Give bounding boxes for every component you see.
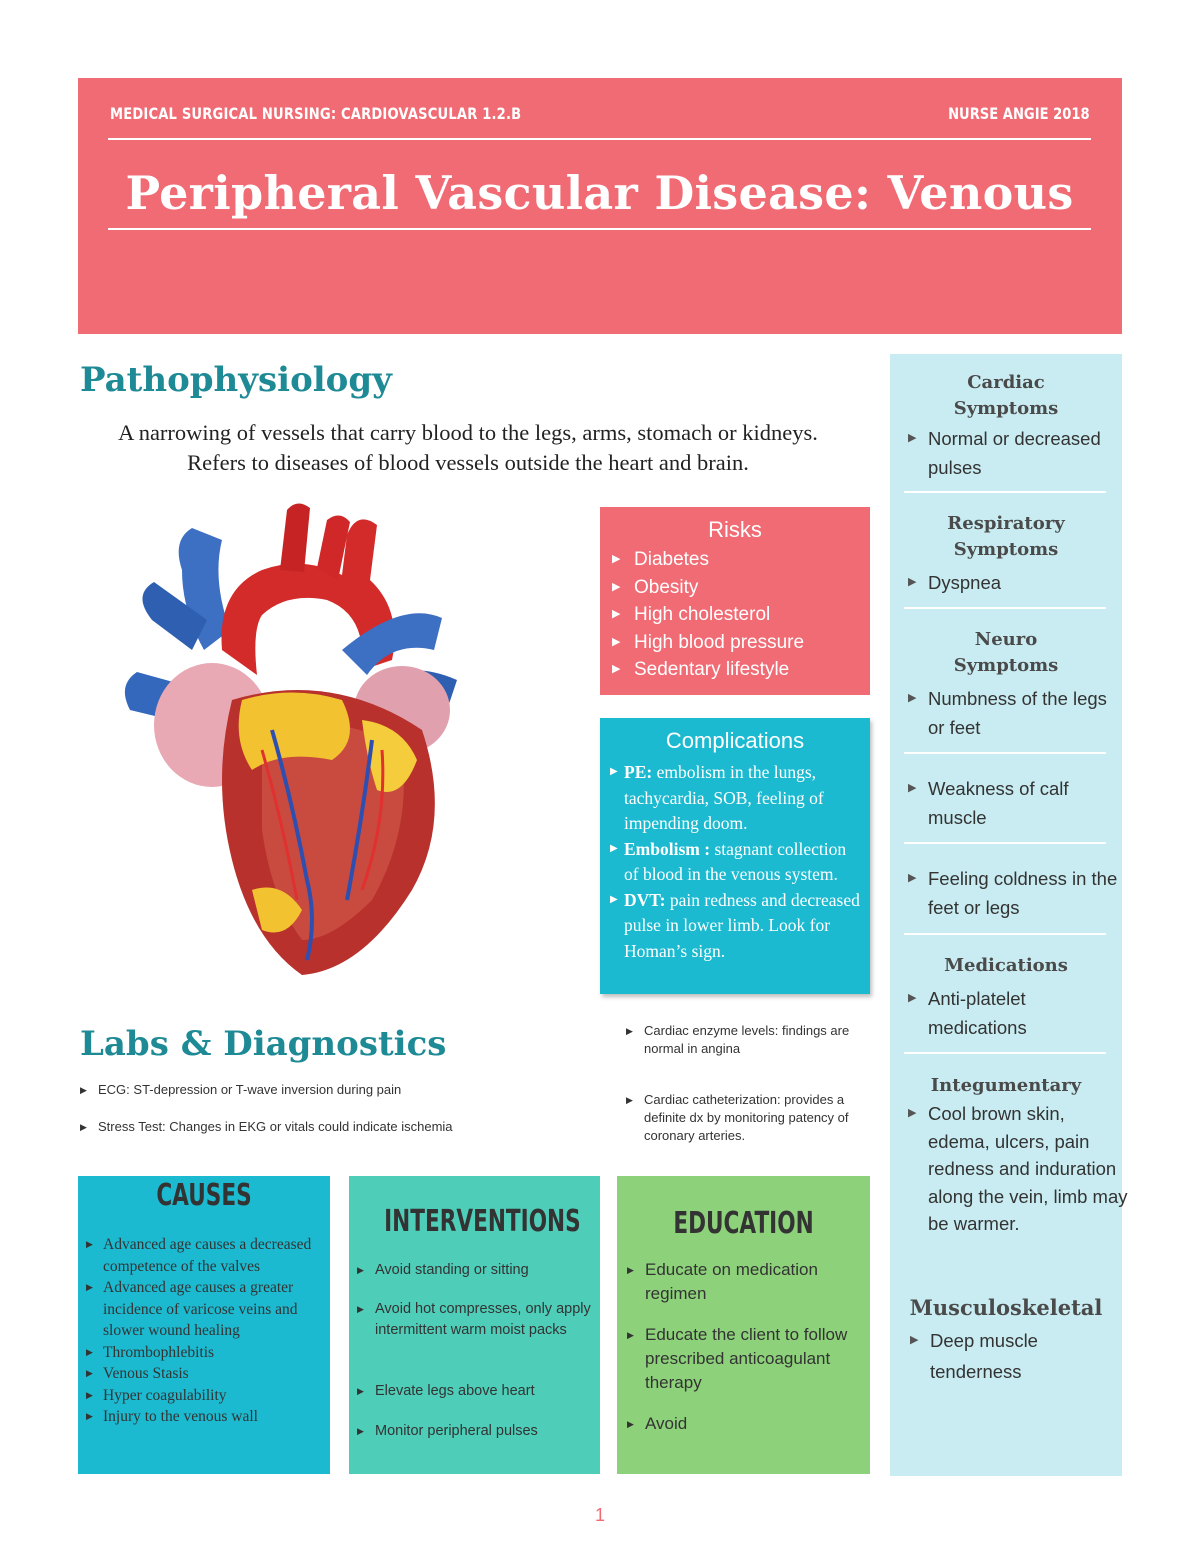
- lab-item: ▶ ECG: ST-depression or T-wave inversion during pain: [80, 1082, 402, 1097]
- bullet-icon: ▶: [610, 842, 618, 854]
- sidebar-divider: [904, 607, 1106, 609]
- risk-item: ▶ High blood pressure: [612, 629, 804, 656]
- sidebar-divider: [904, 491, 1106, 493]
- education-item: ▶ Educate the client to follow prescribed anticoagulant therapy: [627, 1325, 848, 1392]
- complication-item: ▶ PE: embolism in the lungs, tachycardia, SOB, feeling of impending doom.: [610, 760, 865, 837]
- bullet-icon: ▶: [626, 1026, 633, 1036]
- lab-item: ▶ Cardiac enzyme levels: findings are normal in angina: [626, 1023, 850, 1056]
- bullet-icon: ▶: [908, 872, 917, 884]
- cause-item: ▶ Injury to the venous wall: [86, 1406, 326, 1428]
- risk-item: ▶ Obesity: [612, 574, 698, 601]
- risk-item: ▶ Diabetes: [612, 546, 709, 573]
- causes-list: [86, 1234, 326, 1428]
- bullet-icon: ▶: [908, 432, 917, 444]
- bullet-icon: ▶: [357, 1426, 364, 1436]
- cause-item: ▶ Advanced age causes a greater incidence of varicose veins and slower wound healing: [86, 1279, 298, 1339]
- complications-heading: Complications: [665, 728, 805, 753]
- bullet-icon: ▶: [86, 1411, 93, 1421]
- sidebar-divider: [904, 752, 1106, 754]
- sidebar-item: ▶ Feeling coldness in the feet or legs: [908, 864, 1128, 922]
- bullet-icon: ▶: [612, 663, 621, 675]
- integumentary-heading: Integumentary: [930, 1075, 1082, 1096]
- sidebar-item: ▶ Normal or decreased pulses: [908, 424, 1128, 482]
- cardiac-symptoms-heading: Cardiac Symptoms: [953, 372, 1059, 419]
- bullet-icon: ▶: [910, 1334, 919, 1346]
- bullet-icon: ▶: [612, 636, 621, 648]
- causes-heading: CAUSES: [156, 1178, 252, 1213]
- bullet-icon: ▶: [908, 576, 917, 588]
- bullet-icon: ▶: [357, 1265, 364, 1275]
- bullet-icon: ▶: [612, 553, 621, 565]
- complications-list: [610, 760, 865, 964]
- bullet-icon: ▶: [86, 1389, 93, 1400]
- neuro-symptoms-heading: Neuro Symptoms: [953, 629, 1059, 676]
- bullet-icon: ▶: [627, 1330, 634, 1340]
- sidebar-item: ▶ Numbness of the legs or feet: [908, 684, 1128, 742]
- cause-item: ▶ Thrombophlebitis: [86, 1342, 326, 1364]
- complication-item: ▶ DVT: pain redness and decreased pulse in lower limb. Look for Homan’s sign.: [610, 888, 865, 965]
- cause-item: ▶ Advanced age causes a decreased competence of the valves: [86, 1236, 312, 1275]
- sidebar-divider: [904, 933, 1106, 935]
- bullet-icon: ▶: [86, 1282, 93, 1292]
- bullet-icon: ▶: [626, 1095, 633, 1105]
- bullet-icon: ▶: [86, 1346, 93, 1357]
- course-label: MEDICAL SURGICAL NURSING: CARDIOVASCULAR 1.2.B: [110, 104, 522, 123]
- sidebar-item: ▶ Deep muscle tenderness: [910, 1325, 1120, 1387]
- education-heading: EDUCATION: [673, 1206, 814, 1241]
- intervention-item: ▶ Elevate legs above heart: [357, 1381, 613, 1402]
- intervention-item: ▶ Monitor peripheral pulses: [357, 1421, 613, 1442]
- bullet-icon: ▶: [357, 1304, 364, 1314]
- bullet-icon: ▶: [908, 1107, 917, 1119]
- labs-heading: Labs & Diagnostics: [80, 1024, 447, 1064]
- page-title: Peripheral Vascular Disease: Venous: [125, 166, 1074, 220]
- bullet-icon: ▶: [908, 692, 917, 704]
- cause-item: ▶ Hyper coagulability: [86, 1385, 326, 1407]
- complication-item: ▶ Embolism : stagnant collection of blood in the venous system.: [610, 837, 865, 888]
- medications-heading: Medications: [944, 955, 1068, 976]
- lab-item: ▶ Cardiac catheterization: provides a definite dx by monitoring patency of coronary arteries.: [626, 1092, 849, 1143]
- bullet-icon: ▶: [908, 992, 917, 1004]
- lab-item: ▶ Stress Test: Changes in EKG or vitals could indicate ischemia: [80, 1119, 453, 1134]
- sidebar-item: ▶ Dyspnea: [908, 568, 1128, 597]
- bullet-icon: ▶: [80, 1122, 87, 1132]
- bullet-icon: ▶: [610, 766, 618, 777]
- education-item: ▶ Avoid: [627, 1412, 875, 1436]
- sidebar-item: ▶ Weakness of calf muscle: [908, 774, 1128, 832]
- bullet-icon: ▶: [612, 608, 621, 620]
- header-divider-bottom: [108, 228, 1091, 230]
- risks-heading: Risks: [708, 517, 762, 542]
- risk-item: ▶ Sedentary lifestyle: [612, 656, 789, 683]
- bullet-icon: ▶: [612, 581, 621, 593]
- bullet-icon: ▶: [86, 1368, 93, 1378]
- bullet-icon: ▶: [908, 782, 917, 794]
- cause-item: ▶ Venous Stasis: [86, 1363, 326, 1385]
- bullet-icon: ▶: [610, 893, 618, 905]
- respiratory-symptoms-heading: Respiratory Symptoms: [947, 513, 1065, 560]
- bullet-icon: ▶: [80, 1085, 87, 1095]
- pathophysiology-text: A narrowing of vessels that carry blood to the legs, arms, stomach or kidneys. Refers to diseases of blood vessels outside the heart and brain.: [118, 420, 818, 475]
- page-number: 1: [594, 1505, 605, 1525]
- intervention-item: ▶ Avoid hot compresses, only apply intermittent warm moist packs: [357, 1301, 591, 1338]
- heart-illustration: [112, 500, 492, 980]
- bullet-icon: ▶: [627, 1419, 634, 1429]
- bullet-icon: ▶: [86, 1239, 93, 1249]
- risk-item: ▶ High cholesterol: [612, 601, 770, 628]
- musculoskeletal-heading: Musculoskeletal: [909, 1295, 1103, 1320]
- bullet-icon: ▶: [357, 1386, 364, 1396]
- pathophysiology-heading: Pathophysiology: [80, 360, 392, 400]
- sidebar-divider: [904, 1052, 1106, 1054]
- education-item: ▶ Educate on medication regimen: [627, 1260, 818, 1303]
- sidebar-divider: [904, 842, 1106, 844]
- bullet-icon: ▶: [627, 1265, 634, 1275]
- intervention-item: ▶ Avoid standing or sitting: [357, 1260, 613, 1281]
- author-label: NURSE ANGIE 2018: [948, 104, 1090, 123]
- header-divider-top: [108, 138, 1091, 140]
- sidebar-item: ▶ Anti-platelet medications: [908, 984, 1128, 1042]
- sidebar-item: ▶ Cool brown skin, edema, ulcers, pain redness and induration along the vein, limb may be warmer.: [908, 1100, 1128, 1238]
- interventions-heading: INTERVENTIONS: [384, 1204, 581, 1239]
